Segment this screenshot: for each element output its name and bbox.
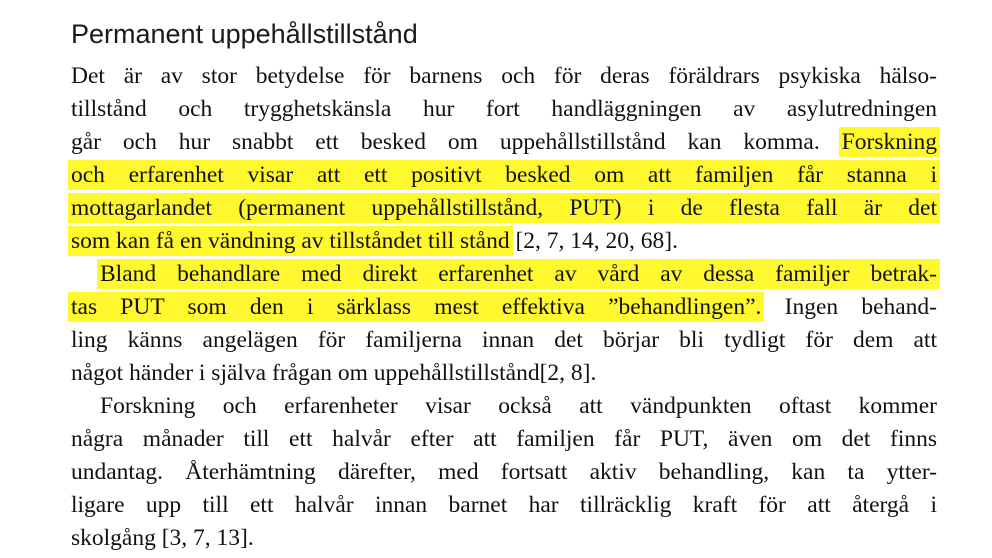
- highlighted-text: tas PUT som den i särklass mest effektiva ”behandlingen”.: [68, 292, 764, 322]
- text-line: något händer i själva frågan om uppehållstillstånd[2, 8].: [71, 360, 597, 386]
- text-line: [71, 291, 937, 324]
- text-line: Det är av stor betydelse för barnens och för deras föräldrars psykiska hälso-: [71, 63, 937, 89]
- highlighted-text: som kan få en vändning av tillståndet till stånd: [68, 226, 513, 256]
- text-line: ling känns angelägen för familjerna innan det börjar bli tydligt för dem att: [71, 327, 937, 353]
- text-segment: går och hur snabbt ett besked om uppehållstillstånd kan komma.: [71, 129, 820, 155]
- text-line: undantag. Återhämtning därefter, med fortsatt aktiv behandling, kan ta ytter-: [71, 459, 937, 485]
- highlighted-text: Bland behandlare med direkt erfarenhet av vård av dessa familjer betrak-: [97, 259, 940, 289]
- text-line: tillstånd och trygghetskänsla hur fort handläggningen av asylutredningen: [71, 96, 937, 122]
- highlighted-text: mottagarlandet (permanent uppehållstillstånd, PUT) i de flesta fall är det: [68, 193, 940, 223]
- text-line: [71, 225, 937, 258]
- text-line: skolgång [3, 7, 13].: [71, 525, 254, 551]
- text-line: [71, 126, 937, 159]
- highlighted-text: Forskning: [839, 127, 940, 157]
- text-segment: Ingen behand-: [784, 294, 938, 320]
- text-line: ligare upp till ett halvår innan barnet har tillräcklig kraft för att återgå i: [71, 492, 937, 518]
- text-line: [100, 258, 937, 291]
- citation: [2, 7, 14, 20, 68].: [515, 228, 678, 254]
- text-line: [71, 159, 937, 192]
- text-line: [71, 192, 937, 225]
- highlighted-text: och erfarenhet visar att ett positivt besked om att familjen får stanna i: [68, 160, 940, 190]
- section-heading: Permanent uppehållstillstånd: [71, 19, 418, 49]
- text-line: några månader till ett halvår efter att familjen får PUT, även om det finns: [71, 426, 937, 452]
- text-line: Forskning och erfarenheter visar också att vändpunkten oftast kommer: [100, 393, 937, 419]
